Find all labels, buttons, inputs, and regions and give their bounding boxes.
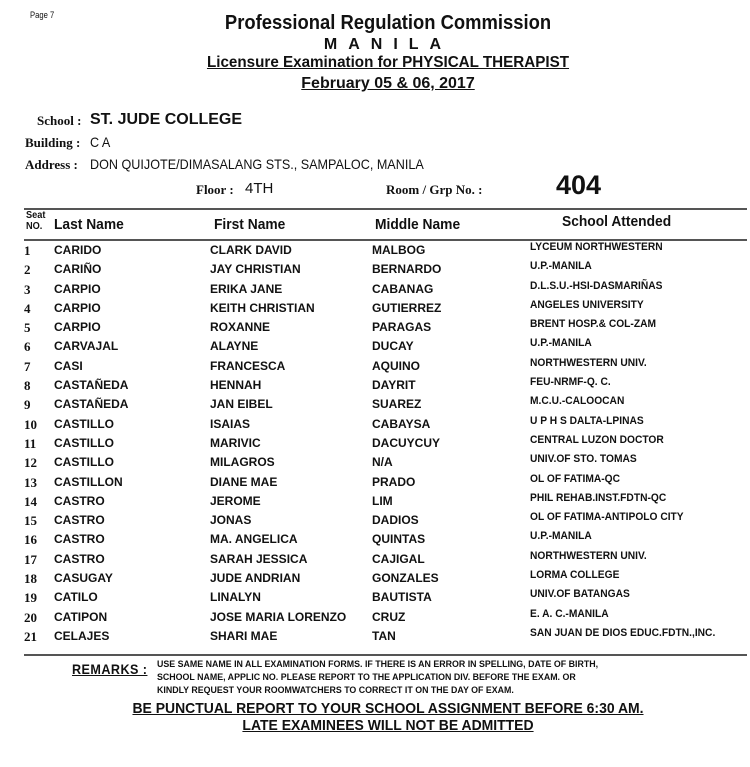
- exam-title: Licensure Examination for PHYSICAL THERAPIST: [206, 54, 570, 71]
- middle-name: DUCAY: [372, 339, 414, 354]
- middle-name: GUTIERREZ: [372, 300, 442, 315]
- floor-value: 4TH: [245, 180, 274, 197]
- last-name: CASTRO: [54, 513, 105, 528]
- table-bottom-divider: [24, 654, 747, 656]
- header-seat-line2: NO.: [26, 221, 43, 232]
- school-attended: FEU-NRMF-Q. C.: [530, 376, 611, 389]
- address-label: Address :: [25, 157, 78, 172]
- first-name: MILAGROS: [210, 455, 275, 470]
- school-attended: OL OF FATIMA-QC: [530, 472, 620, 485]
- table-row: [0, 356, 750, 378]
- first-name: MA. ANGELICA: [210, 532, 298, 547]
- middle-name: N/A: [372, 455, 393, 470]
- table-row: [0, 320, 750, 339]
- last-name: CASTILLO: [54, 455, 114, 470]
- school-attended: U.P.-MANILA: [530, 530, 592, 543]
- last-name: CARIDO: [54, 243, 102, 257]
- seat-number: 20: [24, 609, 37, 625]
- first-name: ROXANNE: [210, 320, 271, 335]
- examinee-table-body: [0, 243, 750, 648]
- seat-number: 2: [24, 262, 31, 278]
- table-row: [0, 378, 750, 397]
- school-attended: U.P.-MANILA: [530, 337, 592, 350]
- first-name: JOSE MARIA LORENZO: [210, 609, 347, 624]
- last-name: CARPIO: [54, 281, 101, 296]
- first-name: JEROME: [210, 493, 261, 508]
- school-value: ST. JUDE COLLEGE: [90, 111, 243, 128]
- seat-number: 13: [24, 474, 37, 490]
- first-name: FRANCESCA: [210, 358, 286, 373]
- seat-number: 11: [24, 435, 37, 451]
- table-top-divider: [24, 208, 747, 210]
- middle-name: LIM: [372, 493, 393, 508]
- page-number: Page 7: [30, 10, 55, 20]
- school-attended: ANGELES UNIVERSITY: [530, 298, 644, 311]
- school-attended: U.P.-MANILA: [530, 260, 592, 273]
- seat-number: 18: [24, 571, 37, 587]
- middle-name: DAYRIT: [372, 378, 416, 393]
- middle-name: CABANAG: [372, 281, 434, 296]
- school-attended: SAN JUAN DE DIOS EDUC.FDTN.,INC.: [530, 626, 716, 639]
- header-first-name: First Name: [214, 216, 286, 233]
- address-value: DON QUIJOTE/DIMASALANG STS., SAMPALOC, MANILA: [90, 156, 424, 172]
- middle-name: QUINTAS: [372, 532, 426, 547]
- middle-name: MALBOG: [372, 243, 426, 257]
- first-name: JAN EIBEL: [210, 397, 273, 412]
- table-row: [0, 590, 750, 609]
- floor-label: Floor :: [196, 182, 234, 197]
- middle-name: BERNARDO: [372, 262, 442, 277]
- remarks-label: REMARKS :: [72, 661, 148, 677]
- first-name: MARIVIC: [210, 435, 261, 450]
- room-value: 404: [556, 170, 602, 200]
- seat-number: 3: [24, 281, 31, 297]
- first-name: ALAYNE: [210, 339, 259, 354]
- last-name: CASTRO: [54, 532, 105, 547]
- seat-number: 16: [24, 532, 37, 548]
- table-row: [0, 626, 750, 648]
- seat-number: 5: [24, 320, 31, 336]
- school-attended: E. A. C.-MANILA: [530, 607, 609, 620]
- last-name: CARVAJAL: [54, 339, 119, 354]
- school-attended: UNIV.OF STO. TOMAS: [530, 453, 637, 466]
- table-row: [0, 513, 750, 532]
- last-name: CATIPON: [54, 609, 108, 624]
- last-name: CASTILLO: [54, 435, 114, 450]
- middle-name: BAUTISTA: [372, 590, 432, 605]
- school-attended: BRENT HOSP.& COL-ZAM: [530, 318, 656, 331]
- school-label: School :: [37, 113, 82, 128]
- organization-title: Professional Regulation Commission: [224, 12, 552, 34]
- middle-name: AQUINO: [372, 358, 420, 373]
- seat-number: 10: [24, 416, 37, 432]
- school-attended: PHIL REHAB.INST.FDTN-QC: [530, 491, 667, 504]
- last-name: CATILO: [54, 590, 98, 605]
- header-last-name: Last Name: [54, 216, 124, 233]
- middle-name: CABAYSA: [372, 416, 431, 431]
- seat-number: 17: [24, 551, 37, 567]
- first-name: ERIKA JANE: [210, 281, 283, 296]
- last-name: CARIÑO: [54, 262, 102, 277]
- first-name: DIANE MAE: [210, 474, 278, 489]
- first-name: SARAH JESSICA: [210, 551, 308, 566]
- last-name: CASTILLO: [54, 416, 114, 431]
- school-attended: LORMA COLLEGE: [530, 569, 620, 582]
- building-label: Building :: [25, 135, 81, 150]
- last-name: CELAJES: [54, 628, 110, 643]
- room-label: Room / Grp No. :: [386, 182, 483, 197]
- middle-name: SUAREZ: [372, 397, 422, 412]
- seat-number: 12: [24, 455, 37, 471]
- school-attended: NORTHWESTERN UNIV.: [530, 356, 647, 369]
- seat-number: 7: [24, 358, 31, 374]
- first-name: LINALYN: [210, 590, 261, 605]
- table-row: [0, 549, 750, 571]
- table-row: [0, 455, 750, 474]
- seat-number: 1: [24, 243, 31, 258]
- last-name: CARPIO: [54, 300, 101, 315]
- seat-number: 15: [24, 513, 37, 529]
- first-name: CLARK DAVID: [210, 243, 292, 257]
- seat-number: 4: [24, 300, 31, 316]
- first-name: HENNAH: [210, 378, 262, 393]
- middle-name: PARAGAS: [372, 320, 432, 335]
- table-row: [0, 433, 750, 455]
- last-name: CASI: [54, 358, 83, 373]
- first-name: ISAIAS: [210, 416, 251, 431]
- seat-number: 19: [24, 590, 37, 606]
- late-notice: LATE EXAMINEES WILL NOT BE ADMITTED: [242, 717, 534, 734]
- last-name: CASTRO: [54, 551, 105, 566]
- school-attended: M.C.U.-CALOOCAN: [530, 395, 625, 408]
- last-name: CARPIO: [54, 320, 101, 335]
- last-name: CASUGAY: [54, 571, 113, 586]
- school-attended: CENTRAL LUZON DOCTOR: [530, 433, 664, 446]
- middle-name: DACUYCUY: [372, 435, 441, 450]
- table-row: [0, 243, 750, 262]
- first-name: JAY CHRISTIAN: [210, 262, 301, 277]
- middle-name: PRADO: [372, 474, 416, 489]
- building-value: C A: [90, 134, 111, 150]
- remarks-line: KINDLY REQUEST YOUR ROOMWATCHERS TO CORRECT IT ON THE DAY OF EXAM.: [157, 685, 514, 696]
- header-seat-line1: Seat: [26, 210, 46, 221]
- header-school-attended: School Attended: [562, 213, 672, 230]
- header-middle-name: Middle Name: [375, 216, 461, 233]
- middle-name: CRUZ: [372, 609, 406, 624]
- remarks-text: [157, 658, 598, 697]
- first-name: SHARI MAE: [210, 628, 278, 643]
- seat-number: 9: [24, 397, 31, 413]
- seat-number: 8: [24, 378, 31, 394]
- table-row: [0, 571, 750, 590]
- last-name: CASTRO: [54, 493, 105, 508]
- seat-number: 21: [24, 628, 37, 644]
- city-title: MANILA: [323, 36, 453, 53]
- school-attended: OL OF FATIMA-ANTIPOLO CITY: [530, 511, 684, 524]
- exam-dates: February 05 & 06, 2017: [301, 75, 475, 92]
- middle-name: CAJIGAL: [372, 551, 425, 566]
- last-name: CASTILLON: [54, 474, 123, 489]
- first-name: KEITH CHRISTIAN: [210, 300, 315, 315]
- first-name: JUDE ANDRIAN: [210, 571, 301, 586]
- middle-name: GONZALES: [372, 571, 439, 586]
- school-attended: NORTHWESTERN UNIV.: [530, 549, 647, 562]
- first-name: JONAS: [210, 513, 252, 528]
- school-attended: U P H S DALTA-LPINAS: [530, 414, 644, 427]
- punctuality-notice: BE PUNCTUAL REPORT TO YOUR SCHOOL ASSIGNMENT BEFORE 6:30 AM.: [132, 700, 644, 717]
- seat-number: 6: [24, 339, 31, 355]
- last-name: CASTAÑEDA: [54, 378, 129, 393]
- school-attended: LYCEUM NORTHWESTERN: [530, 241, 663, 253]
- middle-name: DADIOS: [372, 513, 419, 528]
- seat-number: 14: [24, 493, 37, 509]
- last-name: CASTAÑEDA: [54, 397, 129, 412]
- remarks-line: USE SAME NAME IN ALL EXAMINATION FORMS. IF THERE IS AN ERROR IN SPELLING, DATE OF BIRTH,: [157, 659, 599, 670]
- header-seat-no: [26, 210, 45, 232]
- school-attended: D.L.S.U.-HSI-DASMARIÑAS: [530, 279, 663, 292]
- school-attended: UNIV.OF BATANGAS: [530, 588, 630, 601]
- middle-name: TAN: [372, 628, 396, 643]
- remarks-line: SCHOOL NAME, APPLIC NO. PLEASE REPORT TO THE APPLICATION DIV. BEFORE THE EXAM. OR: [157, 672, 576, 683]
